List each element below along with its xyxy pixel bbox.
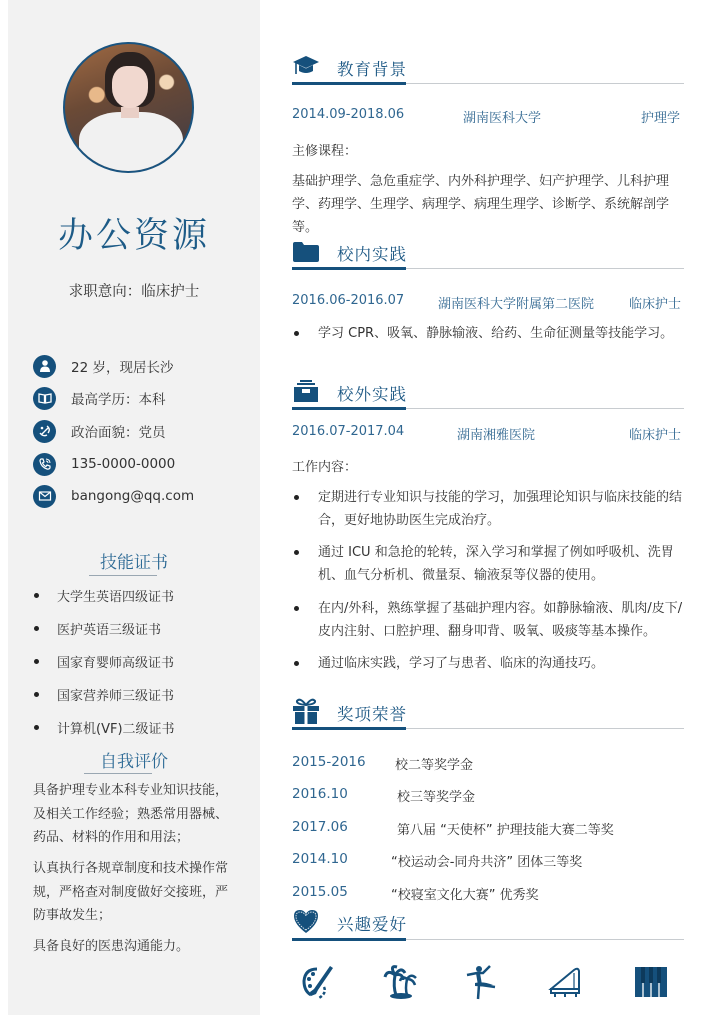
section-rule-accent [292,727,406,730]
bullet-dot [34,659,39,664]
external-practice-bullet: 通过临床实践，学习了与患者、临床的沟通技巧。 [294,652,694,675]
skills-title-rule [89,575,157,576]
campus-practice-section-header [292,237,684,273]
hobbies-title: 兴趣爱好 [337,915,407,934]
person-icon [33,355,56,378]
piano-keys-icon [633,963,669,1001]
bullet-dot [294,550,299,555]
bullet-dot [294,606,299,611]
info-text: 最高学历：本科 [71,392,166,408]
self-eval-paragraph: 认真执行各规章制度和技术操作常规，严格查对制度做好交接班，严防事故发生； [33,861,229,923]
info-email [33,484,194,508]
courses-text: 基础护理学、急危重症学、内外科护理学、妇产护理学、儿科护理学、药理学、生理学、病理学、病理生理学、诊断学、系统解剖学等。 [292,174,670,235]
info-phone [33,452,175,476]
section-rule-accent [292,82,406,85]
external-practice-org: 湖南湘雅医院 [457,428,536,443]
campus-practice-bullet: 学习 CPR、吸氧、静脉输液、给药、生命征测量等技能学习。 [294,322,694,345]
award-date: 2017.06 [292,819,348,835]
info-political [33,419,166,443]
bullet-dot [34,593,39,598]
education-major: 护理学 [641,111,681,126]
award-date: 2016.10 [292,786,348,802]
external-practice-bullet: 在内/外科，熟练掌握了基础护理内容。如静脉输液、肌肉/皮下/皮内注射、口腔护理、翻身叩背、吸氧、吸痰等基本操作。 [294,597,694,643]
award-name: 校二等奖学金 [395,758,474,773]
section-rule-accent [292,267,406,270]
campus-practice-org: 湖南医科大学附属第二医院 [438,297,595,312]
education-school: 湖南医科大学 [463,111,542,126]
self-eval-title-rule [84,773,152,774]
job-objective: 求职意向：临床护士 [68,284,200,300]
ballet-dance-icon [463,963,499,1001]
graduation-cap-icon [292,52,320,80]
info-text: 135-0000-0000 [71,456,176,472]
bullet-dot [34,725,39,730]
party-emblem-icon [33,420,56,443]
skill-item: 大学生英语四级证书 [34,586,174,605]
award-name: 第八届 “天使杯” 护理技能大赛二等奖 [397,823,614,838]
toolbox-icon [292,377,320,405]
mail-icon [33,485,56,508]
award-date: 2015.05 [292,884,348,900]
skill-item: 国家营养师三级证书 [34,685,174,704]
education-section-header [292,52,684,88]
external-practice-bullet: 通过 ICU 和急抢的轮转，深入学习和掌握了例如呼吸机、洗胃机、血气分析机、微量泵、输液泵等仪器的使用。 [294,541,694,587]
education-period: 2014.09-2018.06 [292,107,405,122]
external-practice-bullet: 定期进行专业知识与技能的学习，加强理论知识与临床技能的结合，更好地协助医生完成治疗。 [294,486,694,532]
external-practice-title: 校外实践 [337,385,407,404]
skill-item: 国家育婴师高级证书 [34,652,174,671]
campus-practice-title: 校内实践 [337,245,407,264]
gift-icon [292,697,320,725]
bullet-dot [294,495,299,500]
award-name: “校运动会-同舟共济” 团体三等奖 [391,855,583,870]
skill-item: 计算机(VF)二级证书 [34,718,175,737]
painting-palette-icon [299,963,335,1001]
campus-practice-role: 临床护士 [629,297,682,312]
awards-section-header [292,697,684,733]
skills-title: 技能证书 [100,553,168,573]
award-date: 2014.10 [292,851,348,867]
external-practice-section-header [292,377,684,413]
book-icon [33,387,56,410]
photo-face-shape [112,66,148,108]
self-eval-paragraph: 具备良好的医患沟通能力。 [33,939,190,954]
info-text: bangong@qq.com [71,488,195,504]
section-rule-accent [292,938,406,941]
photo-body-shape [79,112,183,173]
info-text: 22 岁，现居长沙 [71,360,174,376]
work-content-label: 工作内容： [292,460,358,475]
palm-tree-travel-icon [383,963,419,1001]
courses-label: 主修课程： [292,144,358,159]
info-education [33,386,166,410]
skill-item: 医护英语三级证书 [34,619,161,638]
profile-photo [63,42,194,173]
info-age-location [33,354,173,378]
award-date: 2015-2016 [292,754,366,770]
phone-icon [33,453,56,476]
bullet-dot [294,331,299,336]
external-practice-period: 2016.07-2017.04 [292,424,405,439]
info-text: 政治面貌：党员 [71,425,166,441]
bullet-dot [34,626,39,631]
hobbies-section-header [292,907,684,943]
award-name: “校寝室文化大赛” 优秀奖 [391,888,539,903]
award-name: 校三等奖学金 [397,790,476,805]
awards-title: 奖项荣誉 [337,705,407,724]
grand-piano-icon [548,963,584,1001]
bullet-dot [294,661,299,666]
section-rule-accent [292,407,406,410]
campus-practice-period: 2016.06-2016.07 [292,293,405,308]
heart-icon [292,907,320,935]
self-eval-title: 自我评价 [100,752,168,772]
bullet-dot [34,692,39,697]
folder-icon [292,237,320,265]
education-title: 教育背景 [337,60,407,79]
candidate-name: 办公资源 [57,216,210,256]
external-practice-role: 临床护士 [629,428,682,443]
self-eval-paragraph: 具备护理专业本科专业知识技能，及相关工作经验；熟悉常用器械、药品、材料的作用和用法； [33,783,229,845]
